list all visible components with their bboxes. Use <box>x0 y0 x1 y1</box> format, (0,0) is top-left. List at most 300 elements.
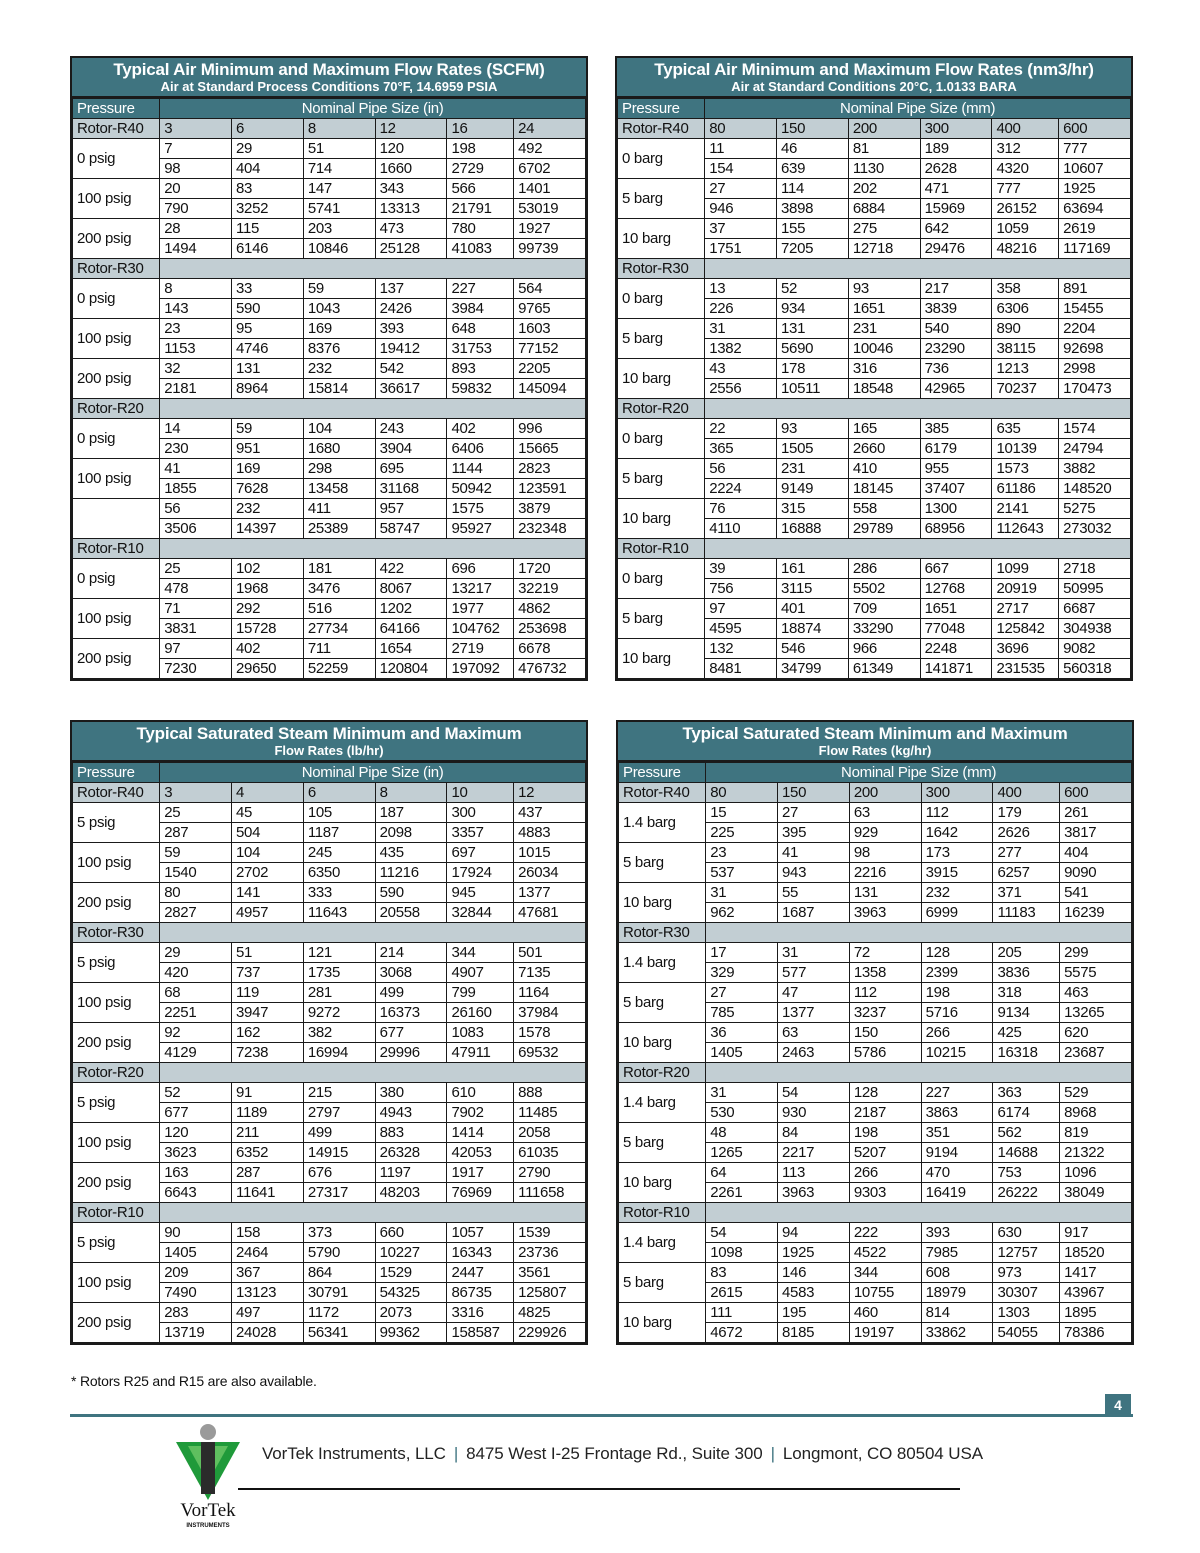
max-flow-cell: 21791 <box>447 199 514 219</box>
pressure-header: Pressure <box>619 763 706 783</box>
max-flow-cell: 6174 <box>993 1103 1060 1123</box>
pressure-label: 0 psig <box>73 559 160 599</box>
max-flow-cell: 5716 <box>921 1003 993 1023</box>
min-flow-cell: 1414 <box>447 1123 514 1143</box>
rotor-label: Rotor-R20 <box>73 399 160 419</box>
min-flow-cell: 119 <box>232 983 304 1003</box>
min-flow-cell: 173 <box>921 843 993 863</box>
footer-separator: | <box>770 1444 775 1463</box>
max-flow-cell: 2216 <box>849 863 921 883</box>
min-flow-cell: 137 <box>375 279 447 299</box>
min-flow-cell: 425 <box>993 1023 1060 1043</box>
min-flow-cell: 316 <box>848 359 920 379</box>
pressure-header: Pressure <box>73 763 160 783</box>
max-flow-cell: 9194 <box>921 1143 993 1163</box>
min-flow-cell: 945 <box>447 883 514 903</box>
min-flow-cell: 891 <box>1059 279 1131 299</box>
max-flow-cell: 13217 <box>447 579 514 599</box>
min-flow-cell: 2205 <box>514 359 586 379</box>
table-subtitle: Air at Standard Process Conditions 70°F, 14.6959 PSIA <box>160 79 498 94</box>
min-flow-cell: 29 <box>160 943 232 963</box>
footer-company: VorTek Instruments, LLC <box>262 1444 446 1463</box>
max-flow-cell: 790 <box>160 199 232 219</box>
min-flow-cell: 437 <box>514 803 586 823</box>
pipe-size-cell: 16 <box>447 119 514 139</box>
pipe-size-cell: 150 <box>778 783 850 803</box>
min-flow-cell: 195 <box>778 1303 850 1323</box>
max-flow-cell: 59832 <box>447 379 514 399</box>
pressure-label: 10 barg <box>619 1303 706 1343</box>
max-flow-cell: 1189 <box>232 1103 304 1123</box>
max-flow-cell: 78386 <box>1060 1323 1132 1343</box>
min-flow-cell: 203 <box>303 219 375 239</box>
max-flow-cell: 476732 <box>514 659 586 679</box>
max-flow-cell: 10227 <box>375 1243 447 1263</box>
min-flow-cell: 227 <box>921 1083 993 1103</box>
max-flow-cell: 7490 <box>160 1283 232 1303</box>
max-flow-cell: 329 <box>706 963 778 983</box>
min-flow-cell: 261 <box>1060 803 1132 823</box>
min-flow-cell: 51 <box>232 943 304 963</box>
min-flow-cell: 393 <box>375 319 447 339</box>
min-flow-cell: 76 <box>705 499 777 519</box>
min-flow-cell: 541 <box>1060 883 1132 903</box>
max-flow-cell: 6146 <box>232 239 304 259</box>
min-flow-cell: 6678 <box>514 639 586 659</box>
min-flow-row <box>619 943 1132 963</box>
min-flow-row <box>619 1123 1132 1143</box>
max-flow-cell: 10511 <box>777 379 849 399</box>
min-flow-cell: 93 <box>848 279 920 299</box>
max-flow-cell: 395 <box>778 823 850 843</box>
min-flow-cell: 753 <box>993 1163 1060 1183</box>
pressure-label: 100 psig <box>73 319 160 359</box>
pipe-size-cell: 80 <box>705 119 777 139</box>
min-flow-cell: 72 <box>849 943 921 963</box>
max-flow-cell: 2702 <box>232 863 304 883</box>
max-flow-cell: 7205 <box>777 239 849 259</box>
air-scfm-table <box>70 56 588 681</box>
max-flow-cell: 1130 <box>848 159 920 179</box>
min-flow-cell: 957 <box>375 499 447 519</box>
max-flow-cell: 3357 <box>447 823 514 843</box>
max-flow-cell: 2399 <box>921 963 993 983</box>
max-flow-cell: 2187 <box>849 1103 921 1123</box>
min-flow-cell: 2717 <box>992 599 1059 619</box>
min-flow-cell: 80 <box>160 883 232 903</box>
pipe-size-header: Nominal Pipe Size (in) <box>160 763 586 783</box>
min-flow-cell: 736 <box>920 359 992 379</box>
min-flow-cell: 31 <box>705 319 777 339</box>
max-flow-cell: 4957 <box>232 903 304 923</box>
max-flow-cell: 9303 <box>849 1183 921 1203</box>
max-flow-cell: 15969 <box>920 199 992 219</box>
min-flow-cell: 9082 <box>1059 639 1131 659</box>
max-flow-cell: 16888 <box>777 519 849 539</box>
rotor-row-fill <box>160 923 586 943</box>
max-flow-cell: 2098 <box>375 823 447 843</box>
max-flow-cell: 42965 <box>920 379 992 399</box>
max-flow-cell: 16343 <box>447 1243 514 1263</box>
min-flow-cell: 25 <box>160 803 232 823</box>
max-flow-cell: 226 <box>705 299 777 319</box>
min-flow-cell: 104 <box>303 419 375 439</box>
pipe-size-cell: 80 <box>706 783 778 803</box>
min-flow-row <box>618 459 1131 479</box>
rotor-row-fill <box>160 1063 586 1083</box>
pipe-size-cell: 12 <box>514 783 586 803</box>
max-flow-cell: 58747 <box>375 519 447 539</box>
header-row <box>73 99 586 119</box>
min-flow-cell: 68 <box>160 983 232 1003</box>
min-flow-cell: 4862 <box>514 599 586 619</box>
page-number: 4 <box>1105 1394 1131 1417</box>
min-flow-row <box>618 499 1131 519</box>
min-flow-cell: 973 <box>993 1263 1060 1283</box>
max-flow-cell: 37984 <box>514 1003 586 1023</box>
pressure-label: 200 psig <box>73 359 160 399</box>
pressure-label: 200 psig <box>73 219 160 259</box>
min-flow-cell: 232 <box>232 499 304 519</box>
max-flow-cell: 6884 <box>848 199 920 219</box>
max-flow-cell: 11216 <box>375 863 447 883</box>
min-flow-cell: 52 <box>160 1083 232 1103</box>
min-flow-row <box>619 1303 1132 1323</box>
max-flow-cell: 29476 <box>920 239 992 259</box>
max-flow-cell: 2556 <box>705 379 777 399</box>
min-flow-cell: 696 <box>447 559 514 579</box>
max-flow-cell: 7902 <box>447 1103 514 1123</box>
min-flow-cell: 1303 <box>993 1303 1060 1323</box>
max-flow-cell: 16373 <box>375 1003 447 1023</box>
max-flow-cell: 5786 <box>849 1043 921 1063</box>
min-flow-cell: 91 <box>232 1083 304 1103</box>
min-flow-cell: 516 <box>303 599 375 619</box>
min-flow-cell: 410 <box>848 459 920 479</box>
min-flow-cell: 2058 <box>514 1123 586 1143</box>
min-flow-cell: 120 <box>160 1123 232 1143</box>
min-flow-cell: 3696 <box>992 639 1059 659</box>
min-flow-cell: 777 <box>992 179 1059 199</box>
min-flow-row <box>73 943 586 963</box>
pressure-label: 0 barg <box>618 419 705 459</box>
max-flow-cell: 1651 <box>848 299 920 319</box>
min-flow-cell: 630 <box>993 1223 1060 1243</box>
max-flow-cell: 154 <box>705 159 777 179</box>
rotor-row-fill <box>706 923 1132 943</box>
air-nm3hr-table <box>615 56 1133 681</box>
min-flow-cell: 566 <box>447 179 514 199</box>
max-flow-cell: 61349 <box>848 659 920 679</box>
min-flow-cell: 1539 <box>514 1223 586 1243</box>
min-flow-cell: 660 <box>375 1223 447 1243</box>
pressure-label: 100 psig <box>73 459 160 499</box>
min-flow-row <box>619 1223 1132 1243</box>
min-flow-cell: 41 <box>778 843 850 863</box>
min-flow-cell: 231 <box>777 459 849 479</box>
min-flow-cell: 1300 <box>920 499 992 519</box>
min-flow-cell: 2790 <box>514 1163 586 1183</box>
max-flow-cell: 6179 <box>920 439 992 459</box>
min-flow-row <box>619 1163 1132 1183</box>
min-flow-cell: 367 <box>232 1263 304 1283</box>
max-flow-cell: 8185 <box>778 1323 850 1343</box>
rotor-row-fill <box>705 259 1131 279</box>
min-flow-cell: 402 <box>447 419 514 439</box>
pressure-label: 0 barg <box>618 279 705 319</box>
min-flow-cell: 2204 <box>1059 319 1131 339</box>
pressure-label: 10 barg <box>619 1023 706 1063</box>
min-flow-cell: 98 <box>849 843 921 863</box>
min-flow-row <box>73 599 586 619</box>
min-flow-cell: 888 <box>514 1083 586 1103</box>
table-title: Typical Air Minimum and Maximum Flow Rates (SCFM) <box>113 60 545 79</box>
max-flow-cell: 15728 <box>232 619 304 639</box>
max-flow-cell: 230 <box>160 439 232 459</box>
min-flow-cell: 499 <box>375 983 447 1003</box>
min-flow-cell: 217 <box>920 279 992 299</box>
max-flow-cell: 4320 <box>992 159 1059 179</box>
vortek-logo <box>168 1420 248 1530</box>
min-flow-cell: 562 <box>993 1123 1060 1143</box>
max-flow-cell: 1680 <box>303 439 375 459</box>
min-flow-cell: 187 <box>375 803 447 823</box>
min-flow-cell: 43 <box>705 359 777 379</box>
min-flow-cell: 146 <box>778 1263 850 1283</box>
max-flow-cell: 27317 <box>303 1183 375 1203</box>
max-flow-cell: 2615 <box>706 1283 778 1303</box>
min-flow-cell: 131 <box>232 359 304 379</box>
pressure-label: 0 psig <box>73 419 160 459</box>
max-flow-cell: 4907 <box>447 963 514 983</box>
rotor-row <box>73 1203 586 1223</box>
footer-separator: | <box>453 1444 459 1463</box>
min-flow-cell: 14 <box>160 419 232 439</box>
min-flow-cell: 1651 <box>920 599 992 619</box>
max-flow-cell: 7628 <box>232 479 304 499</box>
max-flow-cell: 33290 <box>848 619 920 639</box>
max-flow-cell: 31753 <box>447 339 514 359</box>
min-flow-cell: 90 <box>160 1223 232 1243</box>
max-flow-cell: 478 <box>160 579 232 599</box>
min-flow-row <box>619 1083 1132 1103</box>
min-flow-cell: 1015 <box>514 843 586 863</box>
max-flow-cell: 197092 <box>447 659 514 679</box>
min-flow-cell: 112 <box>921 803 993 823</box>
min-flow-cell: 300 <box>447 803 514 823</box>
pressure-label: 5 psig <box>73 1223 160 1263</box>
min-flow-cell: 275 <box>848 219 920 239</box>
min-flow-cell: 111 <box>706 1303 778 1323</box>
min-flow-cell: 315 <box>777 499 849 519</box>
max-flow-cell: 1751 <box>705 239 777 259</box>
min-flow-row <box>619 1023 1132 1043</box>
max-flow-cell: 1153 <box>160 339 232 359</box>
max-flow-cell: 590 <box>232 299 304 319</box>
flow-rate-grid <box>72 98 586 679</box>
max-flow-cell: 1043 <box>303 299 375 319</box>
max-flow-cell: 756 <box>705 579 777 599</box>
min-flow-cell: 401 <box>777 599 849 619</box>
max-flow-cell: 76969 <box>447 1183 514 1203</box>
max-flow-cell: 50995 <box>1059 579 1131 599</box>
max-flow-cell: 1265 <box>706 1143 778 1163</box>
pressure-label: 10 barg <box>618 639 705 679</box>
min-flow-cell: 232 <box>303 359 375 379</box>
max-flow-cell: 4522 <box>849 1243 921 1263</box>
max-flow-cell: 48203 <box>375 1183 447 1203</box>
max-flow-cell: 77048 <box>920 619 992 639</box>
min-flow-cell: 2073 <box>375 1303 447 1323</box>
min-flow-cell: 343 <box>375 179 447 199</box>
min-flow-cell: 799 <box>447 983 514 1003</box>
pressure-label: 0 psig <box>73 279 160 319</box>
max-flow-cell: 504 <box>232 823 304 843</box>
max-flow-cell: 41083 <box>447 239 514 259</box>
table-subtitle: Air at Standard Conditions 20°C, 1.0133 BARA <box>731 79 1017 94</box>
flow-rate-grid <box>72 762 586 1343</box>
min-flow-cell: 344 <box>447 943 514 963</box>
max-flow-cell: 10046 <box>848 339 920 359</box>
max-flow-cell: 253698 <box>514 619 586 639</box>
max-flow-cell: 4583 <box>778 1283 850 1303</box>
max-flow-cell: 13313 <box>375 199 447 219</box>
pressure-label: 100 psig <box>73 983 160 1023</box>
rotor-row <box>73 783 586 803</box>
min-flow-row <box>73 803 586 823</box>
pipe-size-cell: 400 <box>992 119 1059 139</box>
min-flow-row <box>619 803 1132 823</box>
pipe-size-cell: 10 <box>447 783 514 803</box>
max-flow-cell: 6306 <box>992 299 1059 319</box>
min-flow-cell: 141 <box>232 883 304 903</box>
rotor-row <box>73 119 586 139</box>
min-flow-cell: 287 <box>232 1163 304 1183</box>
min-flow-cell: 121 <box>303 943 375 963</box>
min-flow-cell: 358 <box>992 279 1059 299</box>
pipe-size-cell: 3 <box>160 783 232 803</box>
min-flow-cell: 1574 <box>1059 419 1131 439</box>
max-flow-cell: 737 <box>232 963 304 983</box>
min-flow-row <box>73 1123 586 1143</box>
min-flow-cell: 209 <box>160 1263 232 1283</box>
min-flow-cell: 95 <box>232 319 304 339</box>
max-flow-cell: 4746 <box>232 339 304 359</box>
min-flow-cell: 1917 <box>447 1163 514 1183</box>
min-flow-cell: 92 <box>160 1023 232 1043</box>
max-flow-cell: 3831 <box>160 619 232 639</box>
max-flow-cell: 11643 <box>303 903 375 923</box>
max-flow-cell: 18874 <box>777 619 849 639</box>
min-flow-cell: 2718 <box>1059 559 1131 579</box>
min-flow-cell: 13 <box>705 279 777 299</box>
min-flow-row <box>73 279 586 299</box>
max-flow-cell: 3947 <box>232 1003 304 1023</box>
min-flow-cell: 277 <box>993 843 1060 863</box>
max-flow-cell: 23736 <box>514 1243 586 1263</box>
min-flow-cell: 93 <box>777 419 849 439</box>
max-flow-cell: 6352 <box>232 1143 304 1163</box>
min-flow-cell: 2998 <box>1059 359 1131 379</box>
min-flow-cell: 1575 <box>447 499 514 519</box>
min-flow-cell: 32 <box>160 359 232 379</box>
max-flow-cell: 69532 <box>514 1043 586 1063</box>
max-flow-cell: 9134 <box>993 1003 1060 1023</box>
max-flow-cell: 6643 <box>160 1183 232 1203</box>
max-flow-cell: 1098 <box>706 1243 778 1263</box>
table-title: Typical Air Minimum and Maximum Flow Rates (nm3/hr) <box>654 60 1094 79</box>
min-flow-cell: 11 <box>705 139 777 159</box>
max-flow-cell: 61186 <box>992 479 1059 499</box>
max-flow-cell: 18979 <box>921 1283 993 1303</box>
pressure-label <box>73 499 160 539</box>
rotor-label: Rotor-R10 <box>73 539 160 559</box>
max-flow-cell: 54325 <box>375 1283 447 1303</box>
footer-street: 8475 West I-25 Frontage Rd., Suite 300 <box>466 1444 763 1463</box>
min-flow-cell: 380 <box>375 1083 447 1103</box>
min-flow-cell: 283 <box>160 1303 232 1323</box>
min-flow-cell: 45 <box>232 803 304 823</box>
min-flow-cell: 460 <box>849 1303 921 1323</box>
min-flow-cell: 709 <box>848 599 920 619</box>
pipe-size-cell: 8 <box>303 119 375 139</box>
min-flow-cell: 697 <box>447 843 514 863</box>
min-flow-cell: 3561 <box>514 1263 586 1283</box>
max-flow-cell: 24028 <box>232 1323 304 1343</box>
max-flow-cell: 125842 <box>992 619 1059 639</box>
rotor-label: Rotor-R40 <box>619 783 706 803</box>
min-flow-cell: 155 <box>777 219 849 239</box>
footer-city: Longmont, CO 80504 USA <box>782 1444 983 1463</box>
min-flow-cell: 37 <box>705 219 777 239</box>
pressure-label: 100 psig <box>73 1123 160 1163</box>
pipe-size-cell: 12 <box>375 119 447 139</box>
min-flow-row <box>619 883 1132 903</box>
min-flow-cell: 266 <box>921 1023 993 1043</box>
pressure-header: Pressure <box>618 99 705 119</box>
rotor-row <box>618 399 1131 419</box>
max-flow-cell: 1855 <box>160 479 232 499</box>
min-flow-cell: 501 <box>514 943 586 963</box>
min-flow-cell: 2141 <box>992 499 1059 519</box>
max-flow-cell: 15814 <box>303 379 375 399</box>
min-flow-cell: 404 <box>1060 843 1132 863</box>
min-flow-cell: 222 <box>849 1223 921 1243</box>
rotor-label: Rotor-R30 <box>73 923 160 943</box>
rotor-row <box>619 1203 1132 1223</box>
min-flow-cell: 128 <box>849 1083 921 1103</box>
min-flow-cell: 52 <box>777 279 849 299</box>
min-flow-row <box>619 843 1132 863</box>
svg-text:INSTRUMENTS: INSTRUMENTS <box>186 1523 230 1529</box>
min-flow-cell: 15 <box>706 803 778 823</box>
table-subtitle: Flow Rates (kg/hr) <box>818 743 932 758</box>
max-flow-cell: 111658 <box>514 1183 586 1203</box>
pressure-label: 5 psig <box>73 943 160 983</box>
max-flow-cell: 34799 <box>777 659 849 679</box>
max-flow-cell: 18548 <box>848 379 920 399</box>
min-flow-cell: 1144 <box>447 459 514 479</box>
min-flow-cell: 147 <box>303 179 375 199</box>
max-flow-cell: 5207 <box>849 1143 921 1163</box>
min-flow-cell: 232 <box>921 883 993 903</box>
rotor-row <box>618 259 1131 279</box>
rotor-row <box>73 1063 586 1083</box>
min-flow-cell: 1578 <box>514 1023 586 1043</box>
pipe-size-cell: 6 <box>303 783 375 803</box>
pressure-label: 1.4 barg <box>619 943 706 983</box>
rotor-label: Rotor-R40 <box>618 119 705 139</box>
